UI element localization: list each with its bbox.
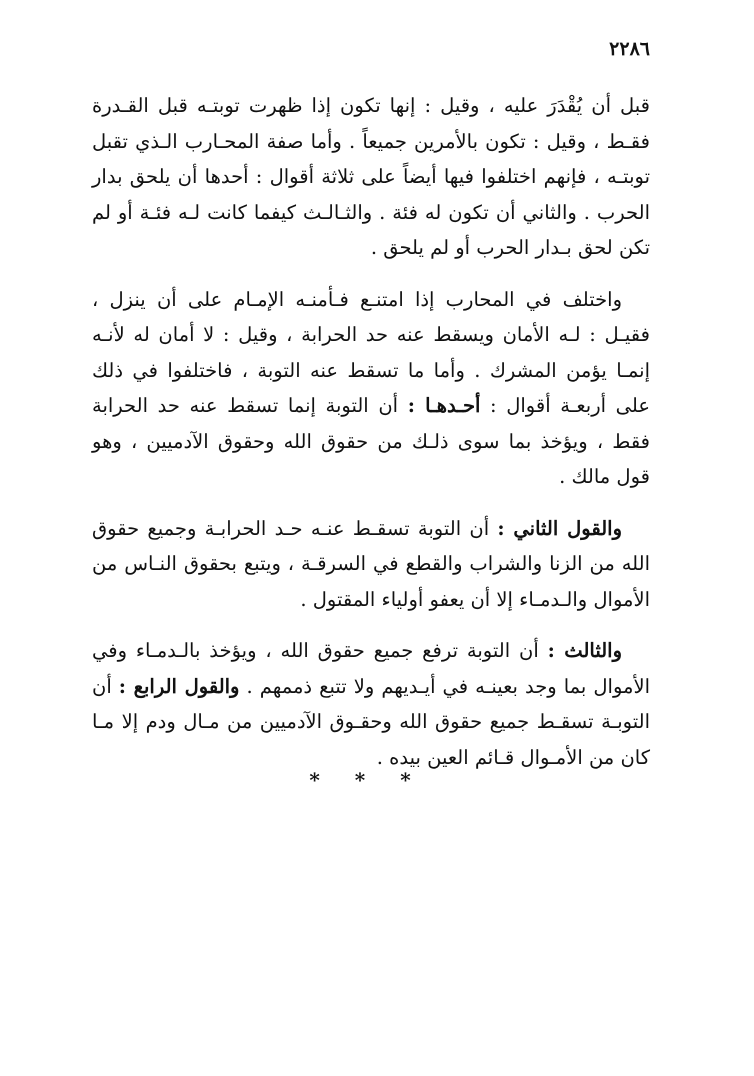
- paragraph-4-heading: والثالث :: [547, 639, 622, 662]
- paragraph-2-text: واختلف في المحارب إذا امتنـع فـأمنـه الإمـام على أن ينزل ، فقيـل : لـه الأمان ويسقط عنه حد الحرابة ، وقيل : لا أمان له لأنـه إنمـا يؤمن المشرك . وأما ما تسقط عنه التوبة ، فاختلفوا في ذلك على أربعـة أقوال :: [92, 287, 650, 417]
- paragraph-3-rest: أن التوبة تسقـط عنـه حـد الحرابـة وجميع حقوق الله من الزنا والشراب والقطع في السرقـة ، ويتبع بحقوق النـاس من الأموال والـدمـاء إلا أن يعفو أولياء المقتول .: [92, 516, 650, 611]
- body-text: [92, 88, 650, 775]
- paragraph-2-rest: أن التوبة إنما تسقط عنه حد الحرابة فقط ، ويؤخذ بما سوى ذلـك من حقوق الله وحقوق الآدميين ، وهو قول مالك .: [92, 394, 650, 488]
- section-separator: * * *: [309, 768, 425, 792]
- paragraph-4-mid: أن التوبة ترفع جميع حقوق الله ، ويؤخذ بالـدمـاء وفي الأموال بما وجد بعينـه في أيـديهم ولا تتبع ذممهم .: [92, 639, 651, 698]
- paragraph-2: [92, 282, 650, 495]
- paragraph-1: [92, 88, 650, 266]
- paragraph-4-heading-2: والقول الرابع :: [118, 674, 240, 698]
- paragraph-4: [92, 633, 650, 775]
- paragraph-2-heading: أحـدهـا :: [407, 394, 481, 417]
- paragraph-3-heading: والقول الثاني :: [497, 516, 622, 540]
- paragraph-3: [92, 511, 650, 618]
- paragraph-4-rest: أن التوبـة تسقـط جميع حقوق الله وحقـوق الآدميين من مـال ودم إلا مـا كان من الأمـوال قـائم العين بيده .: [92, 674, 650, 769]
- paragraph-1-text: قبل أن يُقْدَرَ عليه ، وقيل : إنها تكون إذا ظهرت توبتـه قبل القـدرة فقـط ، وقيل : تكون بالأمرين جميعاً . وأما صفة المحـارب الـذي تقبل توبتـه ، فإنهم اختلفوا فيها أيضاً على ثلاثة أقوال : أحدها أن يلحق بدار الحرب . والثاني أن تكون له فئة . والثـالـث كيفما كانت لـه فئـة أو لم تكن لحق بـدار الحرب أو لم يلحق .: [92, 94, 650, 259]
- page-number: ٢٢٨٦: [609, 38, 650, 60]
